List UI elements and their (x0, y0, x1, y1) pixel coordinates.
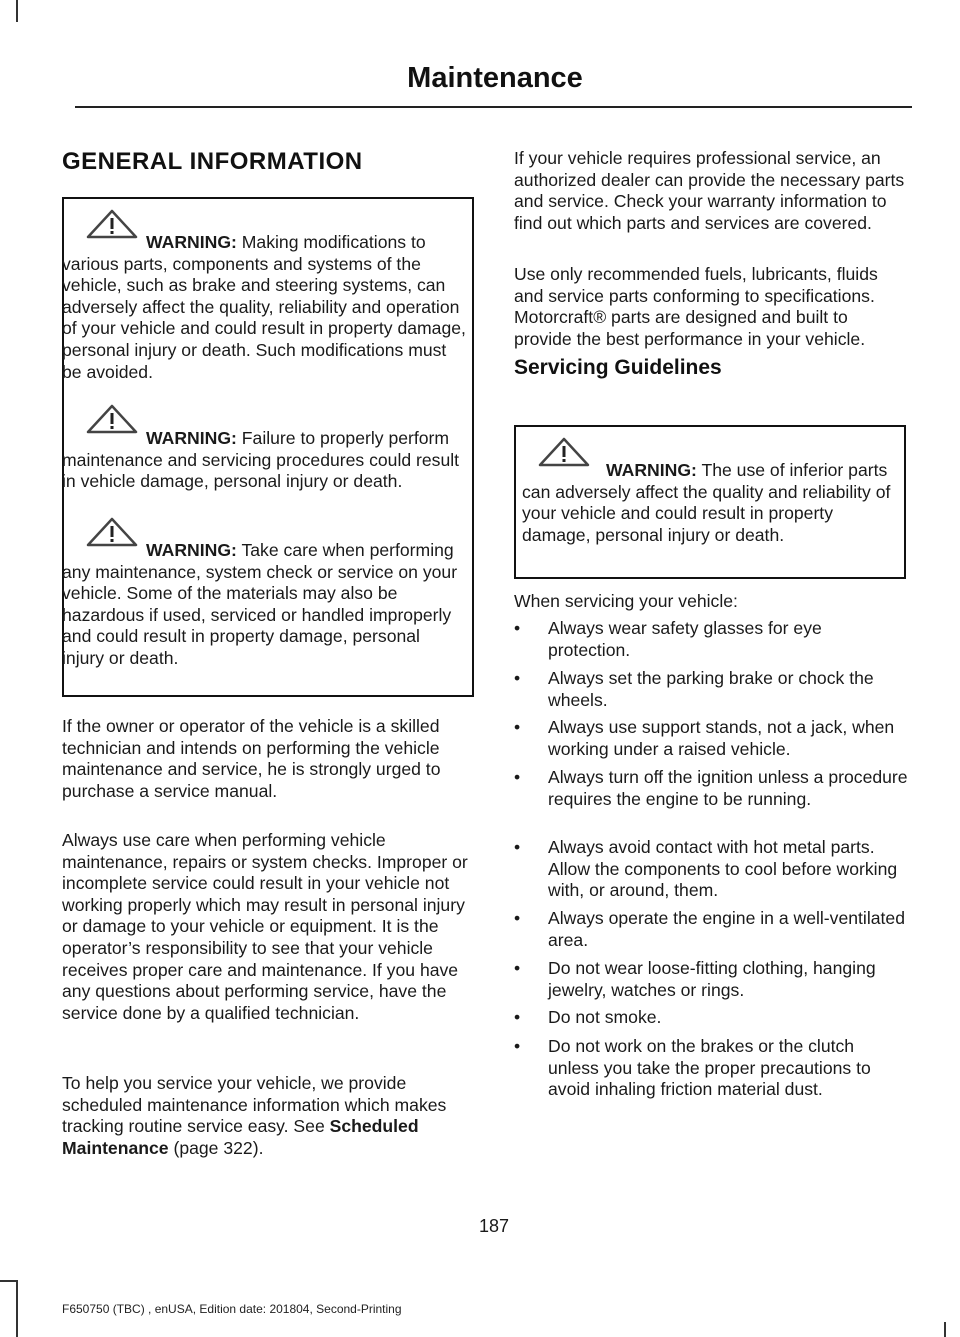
warning-label: WARNING: (146, 540, 237, 560)
paragraph: Always use care when performing vehicle maintenance, repairs or system checks. Improper or incomplete service could result in your vehicle not working properly which may result in personal injury or damage to your vehicle or equipment. It is the operator’s responsibility to see that your vehicle receives proper care and maintenance. If you have any questions about performing service, have the service done by a qualified technician. (62, 830, 468, 1023)
crop-mark-bottom-right (944, 1322, 946, 1337)
list-item-text: Always set the parking brake or chock the wheels. (548, 668, 874, 710)
bullet-dot: • (514, 908, 521, 928)
bullet-dot: • (514, 958, 521, 978)
list-item-text: Do not work on the brakes or the clutch unless you take the proper precautions to avoid inhaling friction material dust. (548, 1036, 871, 1100)
warning-label: WARNING: (146, 232, 237, 252)
warning-body: The use of inferior parts can adversely affect the quality and reliability of your vehicle and could result in property damage, personal injury or death. (522, 460, 891, 545)
list-item-text: Do not smoke. (548, 1007, 662, 1027)
list-item-text: Always wear safety glasses for eye protection. (548, 618, 822, 660)
scheduled-maintenance-link[interactable]: Scheduled Maintenance (62, 1116, 419, 1158)
warning-text-3 (62, 540, 466, 670)
list-item (514, 908, 908, 951)
header-divider (75, 106, 912, 108)
bullet-dot: • (514, 717, 521, 737)
crop-mark-bottom-left-h (0, 1280, 18, 1282)
warning-text (514, 460, 900, 546)
crop-mark-bottom-left (16, 1280, 18, 1337)
bullet-dot: • (514, 668, 521, 688)
warning-body: Failure to properly perform maintenance and servicing procedures could result in vehicle damage, personal injury or death. (62, 428, 460, 492)
warning-label: WARNING: (146, 428, 237, 448)
list-item-text: Always avoid contact with hot metal parts. Allow the components to cool before working with, or around, them. (548, 837, 898, 901)
list-item (514, 717, 908, 760)
list-item (514, 618, 908, 661)
list-item-text: Do not wear loose-fitting clothing, hanging jewelry, watches or rings. (548, 958, 876, 1000)
warning-text-1 (62, 232, 466, 383)
list-item (514, 958, 908, 1001)
page-number: 187 (478, 1216, 510, 1236)
list-item-text: Always use support stands, not a jack, when working under a raised vehicle. (548, 717, 895, 759)
subsection-heading: Servicing Guidelines (514, 356, 722, 379)
list-item-text: Always operate the engine in a well-ventilated area. (548, 908, 905, 950)
warning-text-2 (62, 428, 466, 493)
list-item (514, 767, 908, 810)
paragraph-scheduled-maintenance (62, 1073, 474, 1159)
footer-edition-info: F650750 (TBC) , enUSA, Edition date: 201804, Second-Printing (62, 1302, 402, 1316)
bullet-dot: • (514, 837, 521, 857)
list-item (514, 1036, 908, 1101)
warning-body: Take care when performing any maintenance, system check or service on your vehicle. Some of the materials may also be hazardous if used, serviced or handled improperly and could result in property damage, personal injury or death. (62, 540, 458, 668)
list-item-text: Always turn off the ignition unless a procedure requires the engine to be running. (548, 767, 908, 809)
bullet-dot: • (514, 1007, 521, 1027)
paragraph: Use only recommended fuels, lubricants, fluids and service parts conforming to specifications. Motorcraft® parts are designed and built to provide the best performance in your vehicle. (514, 264, 878, 349)
warning-label: WARNING: (606, 460, 697, 480)
paragraph: If the owner or operator of the vehicle is a skilled technician and intends on performing the vehicle maintenance and service, he is strongly urged to purchase a service manual. (62, 716, 441, 801)
page-title: Maintenance (407, 62, 583, 94)
list-item (514, 668, 908, 711)
page-reference: (page 322). (168, 1137, 264, 1158)
paragraph: If your vehicle requires professional service, an authorized dealer can provide the necessary parts and service. Check your warranty information to find out which parts and services are covered. (514, 148, 905, 233)
section-heading: GENERAL INFORMATION (62, 148, 363, 175)
warning-body: Making modifications to various parts, components and systems of the vehicle, such as brake and steering systems, can adversely affect the quality, reliability and operation of your vehicle and could result in property damage, personal injury or death. Such modifications must be avoided. (62, 232, 466, 382)
bullet-dot: • (514, 1036, 521, 1056)
bullet-dot: • (514, 767, 521, 787)
bullet-dot: • (514, 618, 521, 638)
list-item (514, 1007, 908, 1029)
list-item (514, 837, 908, 902)
crop-mark-top-left (16, 0, 18, 22)
list-intro: When servicing your vehicle: (514, 591, 738, 611)
closing-text: To help you service your vehicle, we provide scheduled maintenance information which makes tracking routine service easy. See (62, 1073, 447, 1137)
